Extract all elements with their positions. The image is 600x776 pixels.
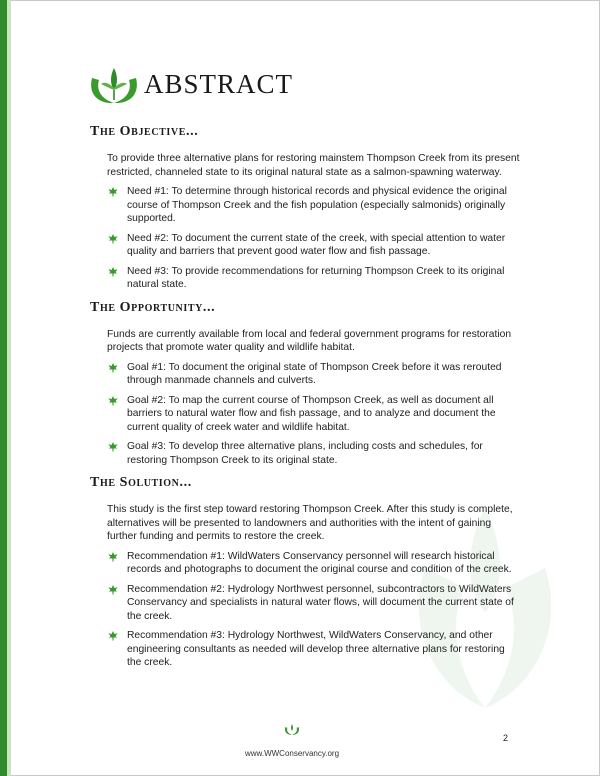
bullet-text: Need #2: To document the current state of the creek, with special attention to water quality and barriers that prevent good water flow and fish passage. <box>127 232 506 257</box>
bullet-text: Recommendation #3: Hydrology Northwest, WildWaters Conservancy, and other engineering consultants as needed will develop three alternative plans for restoring the creek. <box>127 630 505 668</box>
leaf-bullet-icon <box>108 187 118 197</box>
leaf-bullet-icon <box>108 267 118 277</box>
bullet-text: Need #1: To determine through historical records and physical evidence the original course of Thompson Creek and the fish population (especially salmonids) originally supported. <box>127 186 507 224</box>
bullet-list <box>108 185 520 292</box>
bullet-text: Recommendation #2: Hydrology Northwest personnel, subcontractors to WildWaters Conservancy and specialists in natural water flows, will document the current state of the creek. <box>127 583 514 622</box>
list-item <box>108 440 520 467</box>
section-objective <box>90 124 520 292</box>
list-item <box>108 361 520 388</box>
leaf-bullet-icon <box>108 396 118 406</box>
leaf-bullet-icon <box>108 552 118 562</box>
bullet-text: Recommendation #1: WildWaters Conservancy personnel will research historical records and photographs to document the original course and condition of the creek. <box>127 550 512 575</box>
list-item <box>108 185 520 226</box>
section-paragraph: Funds are currently available from local and federal government programs for restoration projects that promote water quality and wildlife habitat. <box>107 328 512 353</box>
leaf-bullet-icon <box>108 585 118 595</box>
section-heading: The Objective... <box>90 124 199 139</box>
section-paragraph: This study is the first step toward restoring Thompson Creek. After this study is complete, alternatives will be presented to landowners and authorities with the intent of gaining further funding and permits to restore the creek. <box>107 504 513 542</box>
bullet-text: Goal #1: To document the original state of Thompson Creek before it was rerouted through manmade channels and culverts. <box>127 361 502 386</box>
left-accent-bar <box>0 0 7 776</box>
bullet-text: Goal #2: To map the current course of Thompson Creek, as well as document all barriers to natural water flow and fish passage, and to analyze and document the current quality of creek water and wildlife habitat. <box>127 394 496 433</box>
page-header <box>88 64 293 104</box>
list-item <box>108 232 520 259</box>
list-item <box>108 550 520 577</box>
section-paragraph: To provide three alternative plans for restoring mainstem Thompson Creek from its present restricted, channeled state to its original natural state as a salmon-spawning waterway. <box>107 153 520 178</box>
list-item <box>108 394 520 435</box>
bullet-text: Need #3: To provide recommendations for returning Thompson Creek to its original natural state. <box>127 265 505 290</box>
leaf-bullet-icon <box>108 234 118 244</box>
section-solution <box>90 475 520 670</box>
page-title: ABSTRACT <box>144 68 294 99</box>
list-item <box>108 265 520 292</box>
bullet-text: Goal #3: To develop three alternative plans, including costs and schedules, for restoring Thompson Creek to its original state. <box>127 441 483 466</box>
bullet-list <box>108 550 520 670</box>
page-number: 2 <box>503 733 509 743</box>
footer-leaf-logo-icon <box>284 722 300 736</box>
bullet-list <box>108 361 520 468</box>
abstract-content <box>90 124 520 678</box>
leaf-bullet-icon <box>108 363 118 373</box>
section-heading: The Opportunity... <box>90 299 216 315</box>
leaf-bullet-icon <box>108 631 118 641</box>
leaf-logo-icon <box>88 64 140 104</box>
leaf-bullet-icon <box>108 442 118 452</box>
list-item <box>108 583 520 624</box>
list-item <box>108 629 520 670</box>
section-opportunity <box>90 300 520 468</box>
left-accent-bar-light <box>7 0 11 776</box>
section-heading: The Solution... <box>90 475 192 490</box>
footer-url[interactable]: www.WWConservancy.org <box>244 749 340 758</box>
